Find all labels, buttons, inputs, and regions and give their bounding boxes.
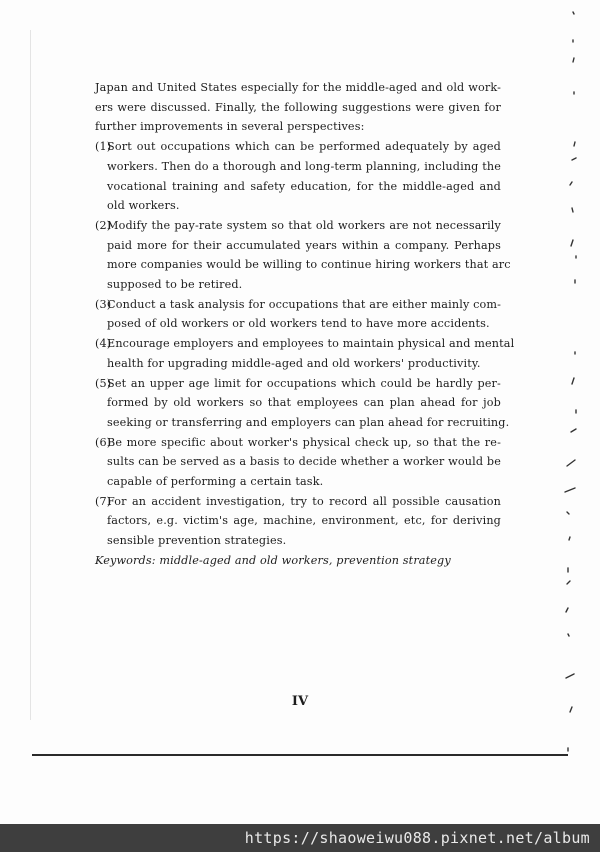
suggestion-line: health for upgrading middle-aged and old workers' productivity. bbox=[107, 356, 481, 370]
suggestion-line: Sort out occupations which can be performed adequately by aged bbox=[107, 140, 501, 154]
suggestion-line: seeking or transferring and employers can plan ahead for recruiting. bbox=[107, 415, 510, 429]
suggestion-number: (1) bbox=[95, 140, 112, 154]
scan-edge-marks bbox=[555, 0, 595, 770]
suggestion-line: capable of performing a certain task. bbox=[107, 475, 324, 489]
suggestion-1 bbox=[95, 137, 501, 216]
suggestion-number: (3) bbox=[95, 297, 112, 311]
suggestion-line: posed of old workers or old workers tend to have more accidents. bbox=[107, 317, 490, 331]
suggestion-number: (5) bbox=[95, 376, 112, 390]
suggestion-line: paid more for their accumulated years within a company. Perhaps bbox=[107, 238, 501, 252]
suggestion-4 bbox=[95, 334, 515, 373]
suggestion-line: Be more specific about worker's physical check up, so that the re- bbox=[107, 435, 501, 449]
intro-paragraph bbox=[95, 78, 501, 137]
suggestion-line: workers. Then do a thorough and long-term planning, including the bbox=[107, 159, 501, 173]
watermark-url: https://shaoweiwu088.pixnet.net/album bbox=[244, 829, 590, 847]
suggestion-number: (6) bbox=[95, 435, 112, 449]
suggestion-line: supposed to be retired. bbox=[107, 278, 243, 292]
suggestion-3 bbox=[95, 295, 501, 334]
suggestion-line: Set an upper age limit for occupations which could be hardly per- bbox=[107, 376, 501, 390]
intro-line: further improvements in several perspectives: bbox=[95, 120, 365, 134]
page-left-edge bbox=[30, 30, 31, 720]
suggestion-line: sensible prevention strategies. bbox=[107, 534, 287, 548]
intro-line: ers were discussed. Finally, the following suggestions were given for bbox=[95, 100, 501, 114]
abstract-body bbox=[95, 78, 515, 571]
suggestion-5 bbox=[95, 374, 510, 433]
bottom-rule bbox=[32, 754, 568, 756]
suggestion-line: factors, e.g. victim's age, machine, environment, etc, for deriving bbox=[107, 514, 501, 528]
suggestion-6 bbox=[95, 433, 501, 492]
suggestion-number: (2) bbox=[95, 218, 112, 232]
page-number: IV bbox=[291, 694, 309, 709]
suggestion-line: For an accident investigation, try to record all possible causation bbox=[107, 494, 501, 508]
suggestion-2 bbox=[95, 216, 511, 295]
suggestion-number: (7) bbox=[95, 494, 112, 508]
keywords-line: Keywords: middle-aged and old workers, prevention strategy bbox=[95, 553, 451, 567]
watermark-bar bbox=[0, 824, 600, 852]
suggestion-line: formed by old workers so that employees can plan ahead for job bbox=[107, 396, 501, 410]
suggestion-line: Conduct a task analysis for occupations that are either mainly com- bbox=[107, 297, 502, 311]
suggestion-line: sults can be served as a basis to decide whether a worker would be bbox=[107, 455, 501, 469]
suggestion-line: more companies would be willing to continue hiring workers that arc bbox=[107, 258, 511, 272]
suggestion-line: Encourage employers and employees to maintain physical and mental bbox=[107, 337, 515, 351]
suggestion-line: Modify the pay-rate system so that old workers are not necessarily bbox=[107, 218, 501, 232]
suggestion-line: old workers. bbox=[107, 199, 180, 213]
suggestion-line: vocational training and safety education, for the middle-aged and bbox=[107, 179, 501, 193]
intro-line: Japan and United States especially for the middle-aged and old work- bbox=[95, 81, 501, 94]
suggestion-7 bbox=[95, 492, 501, 551]
suggestion-number: (4) bbox=[95, 337, 112, 351]
